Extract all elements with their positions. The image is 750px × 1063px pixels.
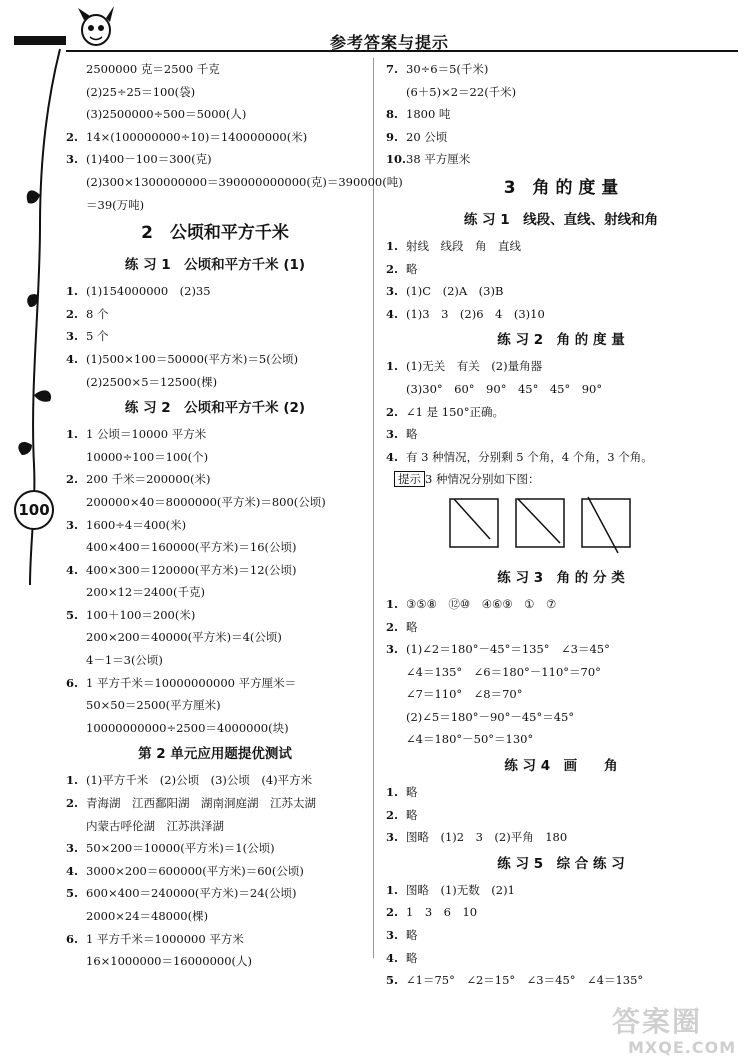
answer-continuation [66,81,364,104]
answer-continuation [386,661,736,684]
exercise-heading: 练 习 1 公顷和平方千米 (1) [124,257,306,274]
header-bar [14,36,66,45]
cut-line [518,499,560,543]
item-number: 1. [66,427,79,442]
answer-item [66,860,364,883]
item-number: 4. [386,449,399,464]
answer-text: (1)154000000 (2)35 [86,284,211,299]
item-number: 6. [66,931,79,946]
answer-item [66,882,364,905]
exercise-heading: 练 习 4 画 角 [504,758,618,775]
item-number: 1. [386,596,399,611]
cut-line [454,499,490,539]
answer-text: (1)400－100＝300(克) [86,152,212,167]
answer-text: (2)2500×5＝12500(棵) [86,374,218,389]
answer-text: 内蒙古呼伦湖 江苏洪泽湖 [86,818,224,833]
answer-continuation [386,706,736,729]
answer-item [66,604,364,627]
answer-text: (1)平方千米 (2)公顷 (3)公顷 (4)平方米 [86,773,313,788]
cut-square-figures [446,495,646,559]
square-shape [582,499,630,547]
tip-badge: 提示 [394,471,425,487]
answer-text: 略 [406,785,418,800]
item-number: 1. [386,359,399,374]
answer-text: 3000×200＝600000(平方米)＝60(公顷) [86,863,304,878]
answer-item [66,148,364,171]
answer-text: 略 [406,807,418,822]
answer-continuation [66,536,364,559]
answer-item [386,781,736,804]
answer-text: (2)∠5＝180°－90°－45°＝45° [406,709,575,724]
item-number: 7. [386,62,399,76]
item-number: 2. [386,261,399,276]
answer-item [386,969,736,992]
answer-text: 16×1000000＝16000000(人) [86,954,252,969]
answer-text: 2500000 克＝2500 千克 [86,62,220,76]
exercise-heading: 第 2 单元应用题提优测试 [138,746,292,763]
answer-text: 1 公顷＝10000 平方米 [86,427,207,442]
answer-text: 1800 吨 [406,107,451,122]
answer-item [386,235,736,258]
answer-text: 400×300＝120000(平方米)＝12(公顷) [86,562,297,577]
answer-item [66,672,364,695]
page-title: 参考答案与提示 [330,33,450,52]
answer-item [386,126,736,149]
answer-item [386,423,736,446]
answer-text: 10000000000÷2500＝4000000(块) [86,720,289,735]
answer-text: 略 [406,427,418,442]
exercise-heading: 练 习 5 综 合 练 习 [497,855,625,872]
answer-text: 图略 (1)2 3 (2)平角 180 [406,830,568,845]
answer-text: 200000×40＝8000000(平方米)＝800(公顷) [86,494,326,509]
answer-item [386,148,736,171]
answer-text: (2)25÷25＝100(袋) [86,84,196,99]
exercise-heading: 练 习 2 角 的 度 量 [497,332,625,349]
answer-text: 200 千米＝200000(米) [86,472,211,487]
item-number: 3. [386,642,399,657]
answer-text: 略 [406,619,418,634]
item-number: 1. [386,785,399,800]
answer-item [66,792,364,815]
answer-text: (6＋5)×2＝22(千米) [406,84,517,99]
answer-item [386,947,736,970]
answer-text: 600×400＝240000(平方米)＝24(公顷) [86,886,297,901]
item-number: 3. [66,517,79,532]
answer-text: 10000÷100＝100(个) [86,449,209,464]
figure-row [386,491,736,563]
answer-text: 略 [406,950,418,965]
answer-text: ＝39(万吨) [86,197,145,212]
answer-text: 20 公顷 [406,129,448,144]
answer-continuation [66,581,364,604]
answer-item [386,58,736,81]
answer-text: ∠4＝180°－50°＝130° [406,732,534,747]
item-number: 1. [66,773,79,788]
answer-text: 1 3 6 10 [406,905,478,920]
item-number: 3. [386,427,399,442]
answer-item [386,355,736,378]
item-number: 3. [66,152,79,167]
answer-item [386,258,736,281]
tip-line [386,468,736,491]
right-column [386,58,736,992]
watermark-url: MXQE.COM [628,1038,737,1057]
left-column [66,58,403,973]
answer-continuation [66,58,364,81]
answer-item [66,280,364,303]
answer-text: ∠7＝110° ∠8＝70° [406,687,523,702]
item-number: 5. [66,607,79,622]
answer-continuation [66,446,364,469]
item-number: 4. [66,562,79,577]
answer-item [66,837,364,860]
answer-text: 略 [406,928,418,943]
item-number: 8. [386,107,399,122]
answer-item [66,559,364,582]
answer-item [386,401,736,424]
answer-text: 略 [406,261,418,276]
answer-continuation [66,717,364,740]
answer-continuation [66,649,364,672]
answer-continuation [66,905,364,928]
answer-text: 14×(100000000÷10)＝140000000(米) [86,129,308,144]
answer-text: 400×400＝160000(平方米)＝16(公顷) [86,540,297,555]
answer-item [66,769,364,792]
answer-text: 100＋100＝200(米) [86,607,196,622]
answer-item [386,446,736,469]
item-number: 2. [386,404,399,419]
answer-text: 青海湖 江西鄱阳湖 湖南洞庭湖 江苏太湖 [86,796,316,811]
answer-continuation [66,694,364,717]
answer-text: 50×50＝2500(平方厘米) [86,698,221,713]
answer-item [386,879,736,902]
answer-item [66,325,364,348]
answer-continuation [386,378,736,401]
answer-item [66,468,364,491]
answer-text: 8 个 [86,306,109,321]
item-number: 10. [386,152,407,167]
cut-line [588,497,618,553]
item-number: 2. [66,796,79,811]
answer-continuation [386,81,736,104]
answer-text: 1600÷4＝400(米) [86,517,187,532]
item-number: 9. [386,129,399,144]
answer-text: ∠4＝135° ∠6＝180°－110°＝70° [406,664,601,679]
item-number: 2. [386,619,399,634]
answer-continuation [66,194,364,217]
answer-item [386,616,736,639]
item-number: 2. [66,306,79,321]
answer-continuation [66,103,364,126]
answer-continuation [66,371,364,394]
answer-text: 5 个 [86,329,109,344]
answer-item [66,303,364,326]
answer-item [66,514,364,537]
answer-text: 4－1＝3(公顷) [86,653,163,668]
answer-continuation [386,728,736,751]
answer-text: (1)无关 有关 (2)量角器 [406,359,543,374]
answer-text: (1)∠2＝180°－45°＝135° ∠3＝45° [406,642,610,657]
answer-continuation [66,815,364,838]
item-number: 2. [386,807,399,822]
item-number: 3. [66,841,79,856]
item-number: 1. [386,238,399,253]
item-number: 1. [66,284,79,299]
answer-item [66,348,364,371]
item-number: 3. [386,284,399,299]
answer-text: 1 平方千米＝1000000 平方米 [86,931,244,946]
exercise-heading: 练 习 2 公顷和平方千米 (2) [124,400,306,417]
answer-text: 38 平方厘米 [406,152,471,167]
answer-item [66,126,364,149]
answer-continuation [66,491,364,514]
answer-item [386,638,736,661]
answer-text: 1 平方千米＝10000000000 平方厘米＝ [86,675,297,690]
answer-item [66,423,364,446]
item-number: 4. [386,306,399,321]
section-heading: 2 公顷和平方千米 [141,223,289,244]
item-number: 4. [66,351,79,366]
answer-text: 有 3 种情况，分别剩 5 个角，4 个角，3 个角。 [406,449,653,464]
item-number: 2. [66,472,79,487]
answer-item [66,928,364,951]
answer-continuation [66,626,364,649]
answer-item [386,103,736,126]
item-number: 2. [386,905,399,920]
answer-text: (3)30° 60° 90° 45° 45° 90° [406,381,603,396]
item-number: 3. [66,329,79,344]
answer-item [386,303,736,326]
answer-item [386,280,736,303]
answer-text: (1)3 3 (2)6 4 (3)10 [406,306,545,321]
exercise-heading: 练 习 3 角 的 分 类 [497,569,625,586]
exercise-heading: 练 习 1 线段、直线、射线和角 [463,211,659,228]
answer-item [386,804,736,827]
answer-text: (2)300×1300000000＝390000000000(克)＝390000(吨) [86,174,403,189]
answer-item [386,593,736,616]
watermark-logo: 答案圈 [612,1005,703,1038]
answer-text: 射线 线段 角 直线 [406,238,521,253]
item-number: 5. [66,886,79,901]
answer-text: ∠1 是 150°正确。 [406,404,504,419]
answer-text: 2000×24＝48000(棵) [86,909,209,923]
item-number: 3. [386,928,399,943]
answer-item [386,924,736,947]
answer-text: (1)C (2)A (3)B [406,284,504,299]
answer-text: 200×12＝2400(千克) [86,585,205,600]
answer-continuation [386,683,736,706]
answer-continuation [66,950,364,973]
answer-text: 图略 (1)无数 (2)1 [406,882,515,897]
square-shape [450,499,498,547]
item-number: 2. [66,129,79,144]
answer-continuation [66,171,403,194]
item-number: 4. [386,950,399,965]
mascot-icon [70,4,118,50]
answer-text: 200×200＝40000(平方米)＝4(公顷) [86,630,282,645]
item-number: 3. [386,830,399,845]
answer-text: ③⑤⑧ ⑫⑩ ④⑥⑨ ① ⑦ [406,596,557,611]
answer-text: (1)500×100＝50000(平方米)＝5(公顷) [86,351,299,366]
item-number: 6. [66,675,79,690]
answer-item [386,826,736,849]
section-heading: 3 角 的 度 量 [503,177,619,198]
answer-text: 50×200＝10000(平方米)＝1(公顷) [86,841,275,856]
answer-text: (3)2500000÷500＝5000(人) [86,107,247,122]
item-number: 4. [66,863,79,878]
tip-text: 3 种情况分别如下图： [425,472,540,487]
page-number: 100 [14,490,54,530]
item-number: 1. [386,882,399,897]
item-number: 5. [386,973,399,988]
answer-text: ∠1＝75° ∠2＝15° ∠3＝45° ∠4＝135° [406,973,644,988]
answer-text: 30÷6＝5(千米) [406,62,489,76]
answer-item [386,901,736,924]
